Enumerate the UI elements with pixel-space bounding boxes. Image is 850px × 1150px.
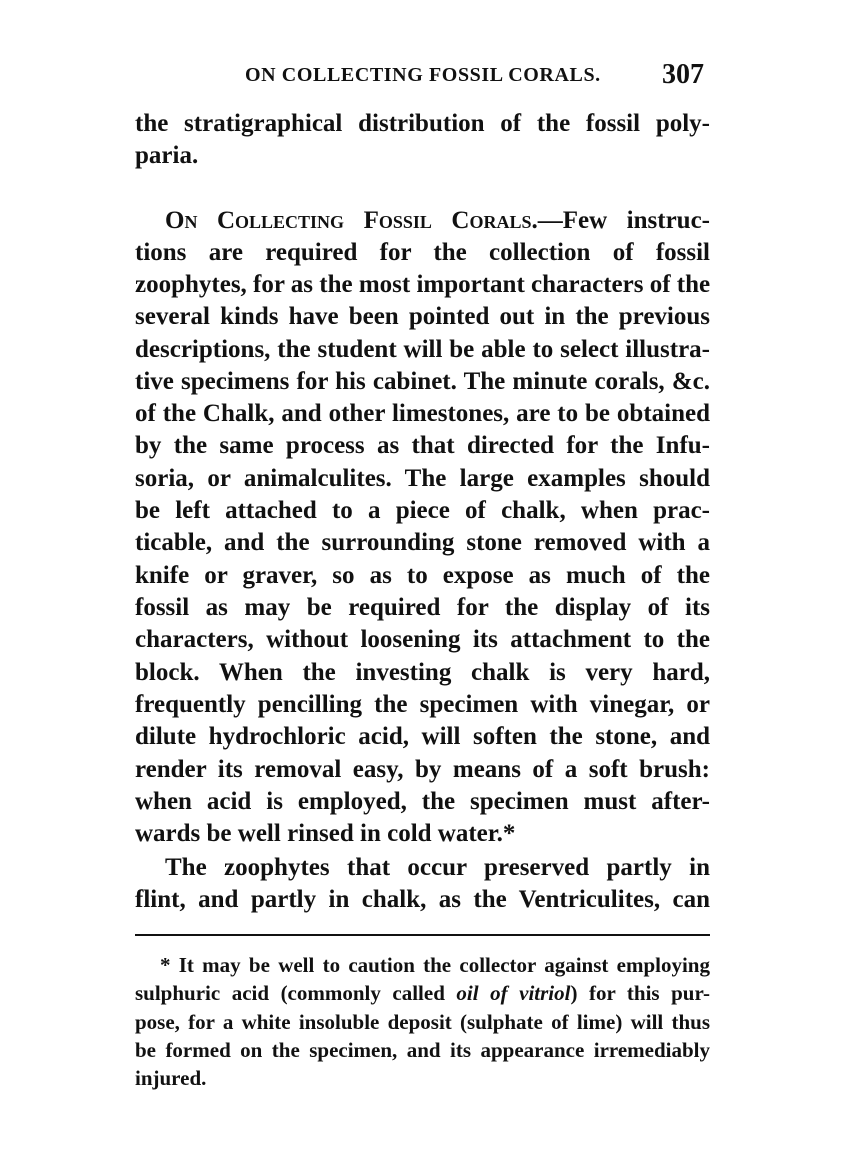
text-fragment: —Few instruc- bbox=[537, 207, 711, 234]
footnote-line: * It may be well to caution the collector against employing bbox=[160, 953, 710, 977]
section-heading-line bbox=[165, 205, 710, 237]
footnote-line: pose, for a white insoluble deposit (sulphate of lime) will thus bbox=[135, 1010, 710, 1034]
footnote-line: injured. bbox=[135, 1066, 207, 1090]
text-line: flint, and partly in chalk, as the Ventriculites, can bbox=[135, 886, 710, 913]
text-line: by the same process as that directed for the Infu- bbox=[135, 432, 710, 459]
text-line: when acid is employed, the specimen must after- bbox=[135, 788, 710, 815]
running-title: ON COLLECTING FOSSIL CORALS. bbox=[245, 64, 601, 86]
text-line: of the Chalk, and other limestones, are to be obtained bbox=[135, 400, 710, 427]
footnote-line bbox=[135, 979, 710, 1007]
running-head bbox=[135, 59, 710, 92]
text-line: characters, without loosening its attachment to the bbox=[135, 626, 710, 653]
footnote-divider bbox=[135, 934, 710, 936]
text-line: frequently pencilling the specimen with vinegar, or bbox=[135, 691, 710, 718]
text-line: tions are required for the collection of fossil bbox=[135, 239, 710, 266]
text-line: block. When the investing chalk is very hard, bbox=[135, 659, 710, 686]
text-line: the stratigraphical distribution of the fossil poly- bbox=[135, 110, 710, 137]
text-line: several kinds have been pointed out in the previous bbox=[135, 303, 710, 330]
text-line: paria. bbox=[135, 142, 199, 169]
text-line: wards be well rinsed in cold water.* bbox=[135, 820, 516, 847]
text-line: ticable, and the surrounding stone removed with a bbox=[135, 529, 710, 556]
text-line: tive specimens for his cabinet. The minute corals, &c. bbox=[135, 368, 710, 395]
text-line: descriptions, the student will be able to select illustra- bbox=[135, 336, 710, 363]
text-line: dilute hydrochloric acid, will soften the stone, and bbox=[135, 723, 710, 750]
footnote-line: be formed on the specimen, and its appearance irremediably bbox=[135, 1038, 710, 1062]
text-fragment: ) for this pur- bbox=[570, 981, 711, 1005]
page-number: 307 bbox=[662, 59, 704, 90]
text-line: knife or graver, so as to expose as much of the bbox=[135, 562, 710, 589]
text-line: render its removal easy, by means of a soft brush: bbox=[135, 756, 710, 783]
text-line: fossil as may be required for the display of its bbox=[135, 594, 710, 621]
text-line: soria, or animalculites. The large examples should bbox=[135, 465, 710, 492]
section-heading: On Collecting Fossil Corals. bbox=[165, 207, 538, 234]
italic-term: oil of vitriol bbox=[456, 981, 571, 1005]
text-fragment: sulphuric acid (commonly called bbox=[135, 981, 457, 1005]
text-line: be left attached to a piece of chalk, when prac- bbox=[135, 497, 710, 524]
text-line: zoophytes, for as the most important characters of the bbox=[135, 271, 711, 298]
text-line: The zoophytes that occur preserved partly in bbox=[165, 854, 710, 881]
